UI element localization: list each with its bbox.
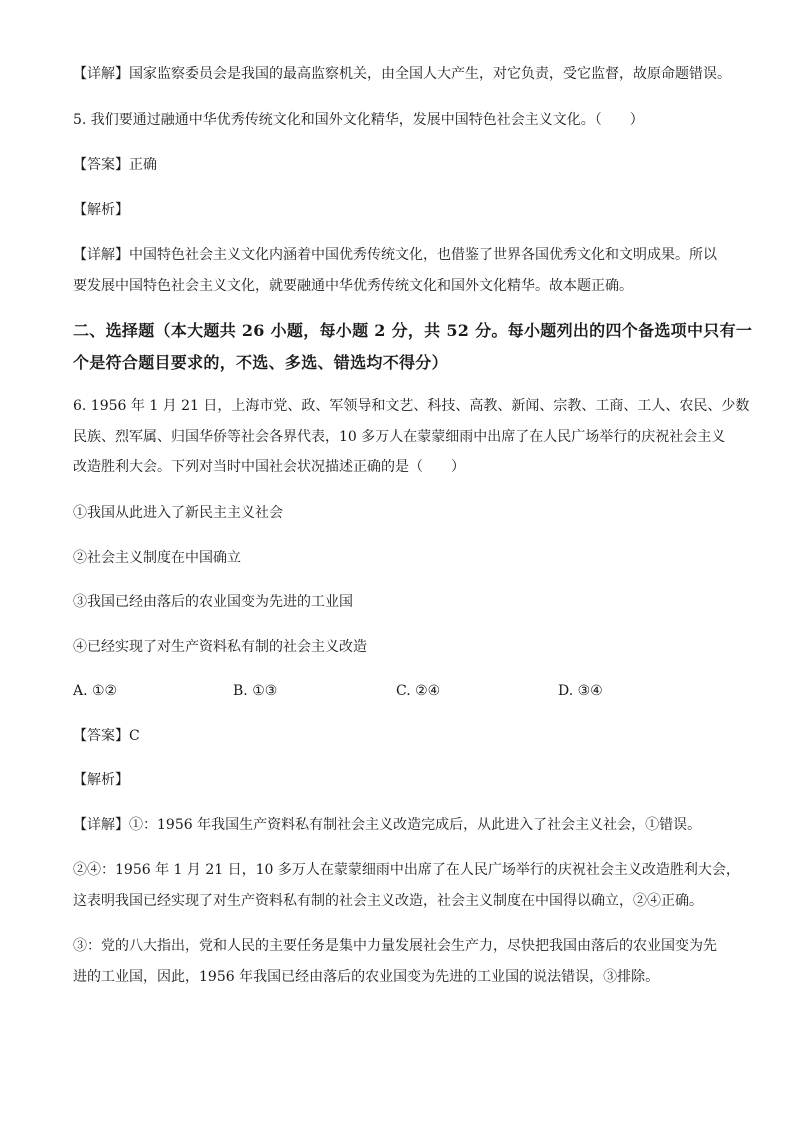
option-b: B. ①③ — [233, 683, 278, 699]
detail-text-2a: 【详解】中国特色社会主义文化内涵着中国优秀传统文化，也借鉴了世界各国优秀文化和文明成果。所以 — [73, 247, 717, 263]
statement-3: ③我国已经由落后的农业国变为先进的工业国 — [73, 594, 353, 610]
section-title-2: 个是符合题目要求的，不选、多选、错选均不得分） — [73, 353, 448, 372]
question-6-line-2: 民族、烈军属、归国华侨等社会各界代表，10 多万人在蒙蒙细雨中出席了在人民广场举行的庆祝社会主义 — [73, 429, 726, 445]
analysis-label-6: 【解析】 — [73, 772, 129, 788]
answer-6: 【答案】C — [73, 728, 140, 744]
question-6-line-1: 6. 1956 年 1 月 21 日，上海市党、政、军领导和文艺、科技、高教、新闻、宗教、工商、工人、农民、少数 — [73, 398, 750, 414]
statement-2: ②社会主义制度在中国确立 — [73, 550, 241, 566]
detail-6-line-1: 【详解】①：1956 年我国生产资料私有制社会主义改造完成后，从此进入了社会主义社会，①错误。 — [73, 817, 702, 833]
detail-text-1: 【详解】国家监察委员会是我国的最高监察机关，由全国人大产生，对它负责，受它监督，故原命题错误。 — [73, 66, 731, 82]
statement-1: ①我国从此进入了新民主主义社会 — [73, 505, 283, 521]
question-6-line-3: 改造胜利大会。下列对当时中国社会状况描述正确的是（ ） — [73, 459, 465, 475]
detail-6-line-5: 进的工业国，因此，1956 年我国已经由落后的农业国变为先进的工业国的说法错误，③排除。 — [73, 969, 660, 985]
detail-6-line-4: ③：党的八大指出，党和人民的主要任务是集中力量发展社会生产力，尽快把我国由落后的农业国变为先 — [73, 938, 717, 954]
detail-6-line-2: ②④：1956 年 1 月 21 日，10 多万人在蒙蒙细雨中出席了在人民广场举行的庆祝社会主义改造胜利大会， — [73, 862, 740, 878]
detail-6-line-3: 这表明我国已经实现了对生产资料私有制的社会主义改造，社会主义制度在中国得以确立，②④正确。 — [73, 893, 703, 909]
option-c: C. ②④ — [396, 683, 441, 699]
statement-4: ④已经实现了对生产资料私有制的社会主义改造 — [73, 639, 367, 655]
option-a: A. ①② — [73, 683, 118, 699]
section-title-1: 二、选择题（本大题共 26 小题，每小题 2 分，共 52 分。每小题列出的四个备选项中只有一 — [73, 321, 753, 340]
question-5: 5. 我们要通过融通中华优秀传统文化和国外文化精华，发展中国特色社会主义文化。（ ） — [73, 112, 644, 128]
option-d: D. ③④ — [558, 683, 603, 699]
detail-text-2b: 要发展中国特色社会主义文化，就要融通中华优秀传统文化和国外文化精华。故本题正确。 — [73, 278, 633, 294]
answer-5: 【答案】正确 — [73, 157, 157, 173]
analysis-label-5: 【解析】 — [73, 202, 129, 218]
